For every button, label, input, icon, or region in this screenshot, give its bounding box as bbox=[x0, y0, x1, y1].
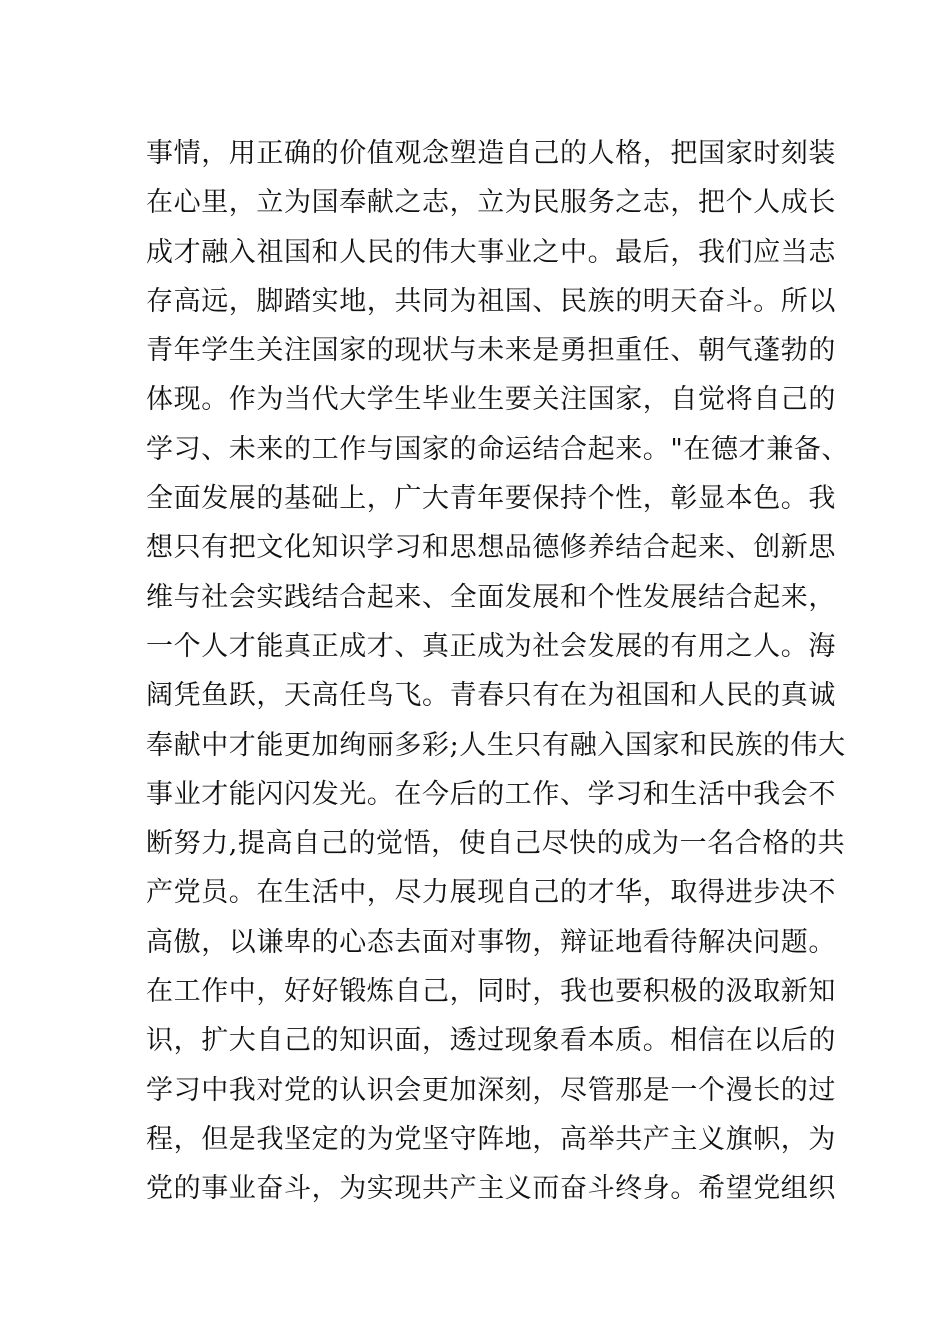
text-line: 存高远，脚踏实地，共同为祖国、民族的明天奋斗。所以 bbox=[146, 285, 836, 317]
text-line: 学习、未来的工作与国家的命运结合起来。"在德才兼备、 bbox=[146, 433, 850, 465]
text-line: 程，但是我坚定的为党坚守阵地，高举共产主义旗帜，为 bbox=[146, 1123, 836, 1155]
text-line: 在工作中，好好锻炼自己，同时，我也要积极的汲取新知 bbox=[146, 976, 836, 1008]
text-line: 断努力,提高自己的觉悟，使自己尽快的成为一名合格的共 bbox=[146, 828, 846, 860]
text-line: 识，扩大自己的知识面，透过现象看本质。相信在以后的 bbox=[146, 1025, 836, 1057]
text-line: 学习中我对党的认识会更加深刻，尽管那是一个漫长的过 bbox=[146, 1074, 836, 1106]
text-line: 维与社会实践结合起来、全面发展和个性发展结合起来， bbox=[146, 581, 836, 613]
body-text bbox=[146, 129, 850, 1214]
text-line: 事业才能闪闪发光。在今后的工作、学习和生活中我会不 bbox=[146, 778, 836, 810]
text-line: 党的事业奋斗，为实现共产主义而奋斗终身。希望党组织 bbox=[146, 1173, 836, 1205]
text-line: 想只有把文化知识学习和思想品德修养结合起来、创新思 bbox=[146, 532, 836, 564]
text-line: 奉献中才能更加绚丽多彩;人生只有融入国家和民族的伟大 bbox=[146, 729, 846, 761]
text-line: 一个人才能真正成才、真正成为社会发展的有用之人。海 bbox=[146, 630, 836, 662]
text-line: 在心里，立为国奉献之志，立为民服务之志，把个人成长 bbox=[146, 187, 836, 219]
text-line: 阔凭鱼跃，天高任鸟飞。青春只有在为祖国和人民的真诚 bbox=[146, 680, 836, 712]
text-line: 体现。作为当代大学生毕业生要关注国家，自觉将自己的 bbox=[146, 384, 836, 416]
text-line: 产党员。在生活中，尽力展现自己的才华，取得进步决不 bbox=[146, 877, 836, 909]
text-line: 青年学生关注国家的现状与未来是勇担重任、朝气蓬勃的 bbox=[146, 335, 836, 367]
text-line: 全面发展的基础上，广大青年要保持个性，彰显本色。我 bbox=[146, 483, 836, 515]
text-line: 高傲，以谦卑的心态去面对事物，辩证地看待解决问题。 bbox=[146, 926, 836, 958]
text-line: 成才融入祖国和人民的伟大事业之中。最后，我们应当志 bbox=[146, 236, 836, 268]
text-line: 事情，用正确的价值观念塑造自己的人格，把国家时刻装 bbox=[146, 138, 836, 169]
